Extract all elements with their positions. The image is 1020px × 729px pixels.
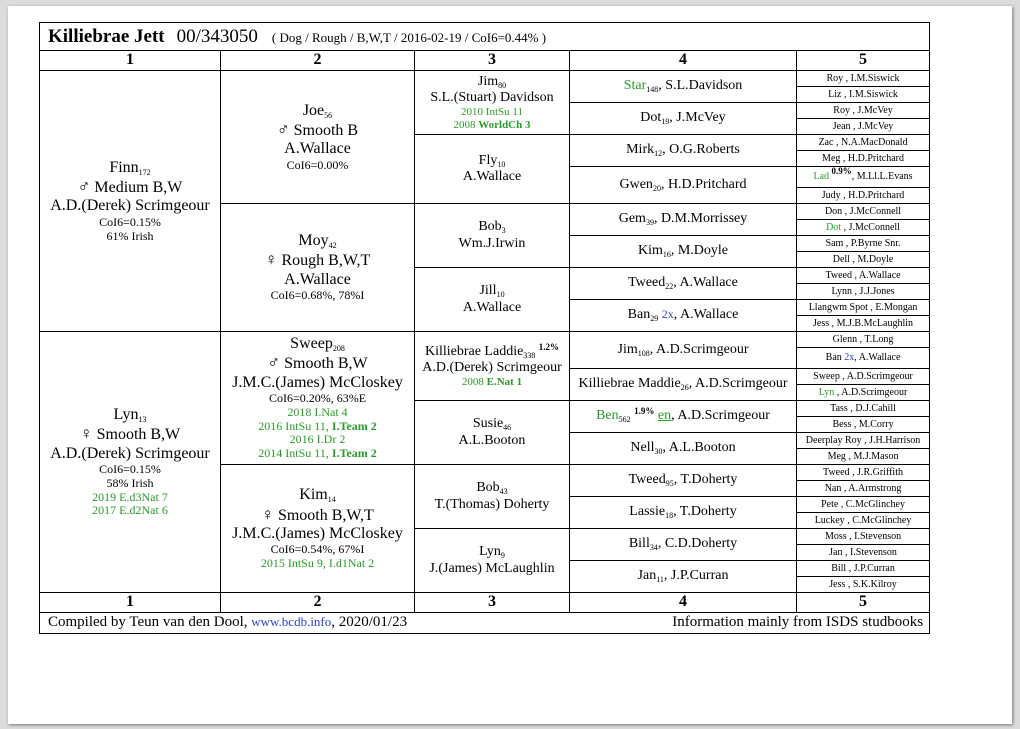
pedigree-chart xyxy=(39,22,929,634)
g4-cell-13 xyxy=(570,465,797,497)
g5-breeder: , D.J.Cahill xyxy=(847,402,896,414)
g5-name: Bill xyxy=(831,562,847,574)
ss-breeder: A.Wallace xyxy=(284,140,351,158)
pedigree-title xyxy=(40,23,930,51)
g4-name: Killiebrae Maddie xyxy=(578,376,681,392)
g5-cell-14 xyxy=(797,284,930,300)
g5-cell-29 xyxy=(797,529,930,545)
g5-cell-6 xyxy=(797,151,930,167)
sdd-name: Jill xyxy=(479,283,497,299)
dd-coi: CoI6=0.54%, 67%I xyxy=(270,542,365,557)
g5-name: Jess xyxy=(813,317,830,329)
g4-count: 20 xyxy=(652,183,661,193)
g5-cell-5 xyxy=(797,135,930,151)
dss-name: Killiebrae Laddie xyxy=(424,343,524,359)
g5-breeder: , J.McConnell xyxy=(841,221,900,233)
g5-breeder: , J.P.Curran xyxy=(846,562,895,574)
g4-breeder: , A.D.Scrimgeour xyxy=(671,408,770,424)
g5-name: Moss xyxy=(824,530,847,542)
ssd-cell xyxy=(415,135,570,204)
g4-breeder: , A.Wallace xyxy=(673,275,738,291)
g5-cell-1 xyxy=(797,71,930,87)
g5-name: Roy xyxy=(833,104,850,116)
ddd-name: Lyn xyxy=(479,544,501,560)
g5-name: Jan xyxy=(829,546,843,558)
g4-name: Ban xyxy=(627,307,651,323)
dd-count: 14 xyxy=(327,495,336,505)
g5-cell-15 xyxy=(797,300,930,316)
female-icon: ♀ xyxy=(261,504,274,524)
g5-breeder: , J.H.Harrison xyxy=(861,434,921,446)
ds-award-4-team: I.Team 2 xyxy=(331,446,377,461)
source-note: Information mainly from ISDS studbooks xyxy=(672,614,924,631)
g4-count: 16 xyxy=(662,250,671,260)
g4-breeder: , T.Doherty xyxy=(673,504,737,520)
dds-name: Bob xyxy=(476,480,500,496)
g4-count: 30 xyxy=(654,447,663,457)
dss-award-title: E.Nat 1 xyxy=(486,375,523,388)
ddd-count: 9 xyxy=(500,551,505,561)
ssd-name: Fly xyxy=(478,152,498,168)
g5-breeder: , H.D.Pritchard xyxy=(840,152,904,164)
dsd-cell xyxy=(415,401,570,465)
g5-cell-30 xyxy=(797,545,930,561)
dsd-name: Susie xyxy=(472,416,504,432)
g4-name: Star xyxy=(623,78,647,94)
g4-breeder: , S.L.Davidson xyxy=(658,78,743,94)
g5-name: Glenn xyxy=(832,333,858,345)
dds-cell xyxy=(415,465,570,529)
g5-cell-31 xyxy=(797,561,930,577)
gen-header-4: 4 xyxy=(570,51,797,71)
g4-count: 39 xyxy=(645,218,654,228)
g5-cell-26 xyxy=(797,481,930,497)
g5-cell-17 xyxy=(797,332,930,348)
g5-name: Pete xyxy=(821,498,839,510)
sire-cell xyxy=(40,71,221,332)
sss-name: Jim xyxy=(477,73,499,89)
g5-cell-11 xyxy=(797,236,930,252)
g5-cell-21 xyxy=(797,401,930,417)
g5-breeder: , M.J.Mason xyxy=(845,450,899,462)
sds-count: 3 xyxy=(501,226,506,236)
sss-award-2-year: 2008 xyxy=(453,118,479,131)
g5-breeder: , S.K.Kilroy xyxy=(845,578,897,590)
g4-name: Nell xyxy=(630,440,655,456)
gen-header-5: 5 xyxy=(797,51,930,71)
g5-breeder: , M.Corry xyxy=(851,418,894,430)
dam-count: 13 xyxy=(138,414,147,424)
dam-name: Lyn xyxy=(113,405,139,423)
dss-cell xyxy=(415,332,570,401)
g4-breeder: , A.D.Scrimgeour xyxy=(649,341,749,357)
g4-count: 562 xyxy=(618,415,631,425)
ss-coat: Smooth B xyxy=(293,121,359,139)
g4-name: Tweed xyxy=(628,275,666,291)
g5-breeder: , J.McVey xyxy=(849,104,893,116)
ds-breeder: J.M.C.(James) McCloskey xyxy=(232,373,403,391)
g5-name: Tass xyxy=(830,402,848,414)
ddd-cell xyxy=(415,529,570,593)
g4-breeder: , T.Doherty xyxy=(673,472,738,488)
ddd-breeder: J.(James) McLaughlin xyxy=(429,560,555,576)
g5-name: Dell xyxy=(832,253,850,265)
sire-coi: CoI6=0.15% xyxy=(99,214,161,229)
g5-name: Liz xyxy=(828,88,842,100)
sss-award-1: 2010 IntSu 11 xyxy=(461,105,523,118)
g4-cell-12 xyxy=(570,433,797,465)
g4-count: 148 xyxy=(646,85,659,95)
ds-coat: Smooth B,W xyxy=(284,355,368,373)
g5-name: Lad xyxy=(813,171,829,183)
dds-breeder: T.(Thomas) Doherty xyxy=(434,496,550,512)
dss-count: 338 xyxy=(523,350,536,360)
g5-breeder: , T.Long xyxy=(857,333,894,345)
dss-pct: 1.2% xyxy=(538,341,560,352)
g5-cell-23 xyxy=(797,433,930,449)
g5-name: Luckey xyxy=(814,514,845,526)
g5-breeder: , A.Armstrong xyxy=(841,482,902,494)
footer xyxy=(40,613,930,634)
sire-coat: Medium B,W xyxy=(94,179,183,196)
g5-cell-19 xyxy=(797,369,930,385)
g5-name: Dot xyxy=(826,221,842,233)
ds-award-4-event: 2014 IntSu 11, xyxy=(258,446,332,461)
g4-name: Mirk xyxy=(626,142,655,158)
g4-count: 26 xyxy=(680,383,689,393)
ds-award-4 xyxy=(221,447,414,461)
g5-breeder: , I.M.Siswick xyxy=(843,72,900,84)
female-icon: ♀ xyxy=(79,424,93,444)
compiled-date: , 2020/01/23 xyxy=(331,614,408,631)
website-link[interactable]: www.bcdb.info xyxy=(251,614,332,630)
ss-coi: CoI6=0.00% xyxy=(286,157,349,172)
ds-award-2 xyxy=(221,420,414,434)
g5-breeder: , M.Doyle xyxy=(849,253,894,265)
dam-coi: CoI6=0.15% xyxy=(99,461,161,476)
ds-award-2-event: 2016 IntSu 11, xyxy=(258,418,332,433)
g4-breeder: , J.McVey xyxy=(669,110,726,126)
g5-cell-12 xyxy=(797,252,930,268)
ds-count: 208 xyxy=(332,343,345,353)
ss-name: Joe xyxy=(302,101,325,119)
dds-count: 43 xyxy=(499,487,508,497)
sd-cell xyxy=(221,204,415,332)
dd-name: Kim xyxy=(299,486,328,504)
g4-cell-1 xyxy=(570,71,797,103)
sd-count: 42 xyxy=(328,241,337,251)
g5-breeder: , J.J.Jones xyxy=(852,285,895,297)
g4-cell-2 xyxy=(570,103,797,135)
sd-name: Moy xyxy=(298,232,329,250)
dd-cell xyxy=(221,465,415,593)
document-page xyxy=(8,6,1012,724)
g5-cell-3 xyxy=(797,103,930,119)
dss-award-1 xyxy=(415,376,569,389)
g4-count: 95 xyxy=(665,479,674,489)
g4-pct: 1.9% xyxy=(634,406,655,417)
g4-cell-16 xyxy=(570,561,797,593)
g5-name: Llangwm Spot xyxy=(808,301,868,313)
g5-multi: 2x xyxy=(844,352,855,364)
dd-breeder: J.M.C.(James) McCloskey xyxy=(232,524,403,542)
gen-footer-4: 4 xyxy=(570,593,797,613)
g5-cell-20 xyxy=(797,385,930,401)
dog-name: Killiebrae Jett xyxy=(48,25,165,47)
g4-count: 11 xyxy=(656,575,664,585)
sire-irish: 61% Irish xyxy=(106,228,154,243)
male-icon: ♂ xyxy=(276,119,290,139)
dss-award-year: 2008 xyxy=(461,375,487,388)
ds-coi: CoI6=0.20%, 63%E xyxy=(268,391,367,406)
generation-header-bottom xyxy=(40,593,930,613)
dam-award-2: 2017 E.d2Nat 6 xyxy=(92,503,168,518)
g5-breeder: , I.Stevenson xyxy=(846,530,902,542)
g4-cell-10 xyxy=(570,369,797,401)
ssd-breeder: A.Wallace xyxy=(462,169,522,184)
sd-coi: CoI6=0.68%, 78%I xyxy=(270,288,365,303)
g5-name: Lyn xyxy=(818,386,835,398)
ds-cell xyxy=(221,332,415,465)
dog-info: ( Dog / Rough / B,W,T / 2016-02-19 / CoI6=0.44% ) xyxy=(271,29,547,45)
ds-name: Sweep xyxy=(290,334,333,352)
compiled-by xyxy=(40,614,407,631)
g5-name: Jess xyxy=(829,578,846,590)
sdd-count: 10 xyxy=(496,290,505,300)
gen-header-3: 3 xyxy=(415,51,570,71)
male-icon: ♂ xyxy=(77,177,91,196)
g4-cell-5 xyxy=(570,204,797,236)
g4-name: Jim xyxy=(617,341,638,357)
sire-name: Finn xyxy=(109,158,139,176)
dam-irish: 58% Irish xyxy=(106,475,154,490)
g5-name: Ban xyxy=(825,352,842,364)
g5-name: Zac xyxy=(818,136,834,148)
g4-cell-8 xyxy=(570,300,797,332)
ss-cell xyxy=(221,71,415,204)
ds-award-1: 2018 I.Nat 4 xyxy=(287,404,348,419)
dd-coat: Smooth B,W,T xyxy=(277,506,374,524)
g4-count: 18 xyxy=(665,511,674,521)
g5-cell-25 xyxy=(797,465,930,481)
g4-breeder: , H.D.Pritchard xyxy=(660,176,747,192)
gen-header-1: 1 xyxy=(40,51,221,71)
g5-breeder: , M.J.B.McLaughlin xyxy=(829,317,914,329)
g4-multi: 2x xyxy=(661,307,674,322)
sire-breeder: A.D.(Derek) Scrimgeour xyxy=(50,197,210,215)
gen-footer-1: 1 xyxy=(40,593,221,613)
g5-name: Jean xyxy=(832,120,851,132)
male-icon: ♂ xyxy=(267,353,281,373)
g4-count: 22 xyxy=(665,282,674,292)
g4-name: Gwen xyxy=(619,176,653,192)
sss-count: 80 xyxy=(498,80,507,90)
g5-breeder: , I.Stevenson xyxy=(842,546,897,558)
g5-name: Judy xyxy=(821,189,841,201)
g5-breeder: , C.McGlinchey xyxy=(844,514,912,526)
g4-name: Kim xyxy=(637,243,663,259)
g4-cell-3 xyxy=(570,135,797,167)
generation-header-top xyxy=(40,51,930,71)
g5-breeder: , J.McVey xyxy=(850,120,894,132)
g4-name: Ben xyxy=(596,408,619,424)
ds-award-2-team: I.Team 2 xyxy=(331,418,377,433)
compiled-text: Compiled by Teun van den Dool, xyxy=(48,614,252,631)
g5-name: Lynn xyxy=(831,285,853,297)
sss-breeder: S.L.(Stuart) Davidson xyxy=(430,89,554,105)
sss-award-2-title: WorldCh 3 xyxy=(478,118,531,131)
g4-name: Jan xyxy=(637,568,657,584)
g4-breeder: , A.D.Scrimgeour xyxy=(688,376,788,392)
ds-award-3: 2016 I.Dr 2 xyxy=(289,432,346,447)
pedigree-table xyxy=(39,22,930,634)
g5-breeder: , P.Byrne Snr. xyxy=(843,237,901,249)
sdd-cell xyxy=(415,268,570,332)
g4-name: Gem xyxy=(618,211,646,227)
ss-count: 56 xyxy=(324,110,333,120)
g4-breeder: , A.L.Booton xyxy=(662,440,736,456)
sss-cell xyxy=(415,71,570,135)
gen-footer-5: 5 xyxy=(797,593,930,613)
g5-cell-27 xyxy=(797,497,930,513)
g4-cell-9 xyxy=(570,332,797,369)
g5-name: Tweed xyxy=(825,269,852,281)
sds-cell xyxy=(415,204,570,268)
g5-cell-7 xyxy=(797,167,930,188)
g5-name: Meg xyxy=(822,152,841,164)
g5-pct: 0.9% xyxy=(831,166,852,177)
sdd-breeder: A.Wallace xyxy=(462,299,522,315)
gen-footer-2: 2 xyxy=(221,593,415,613)
g5-name: Sam xyxy=(825,237,844,249)
g5-breeder: , I.M.Siswick xyxy=(841,88,898,100)
g4-name: Bill xyxy=(628,536,650,552)
g5-cell-28 xyxy=(797,513,930,529)
en-link[interactable]: en xyxy=(657,408,672,424)
g5-name: Sweep xyxy=(813,370,840,382)
g4-breeder: , C.D.Doherty xyxy=(657,536,738,552)
dsd-breeder: A.L.Booton xyxy=(458,432,526,448)
g5-cell-24 xyxy=(797,449,930,465)
g4-count: 12 xyxy=(654,149,663,159)
dam-breeder: A.D.(Derek) Scrimgeour xyxy=(50,444,210,462)
gen-header-2: 2 xyxy=(221,51,415,71)
g4-cell-4 xyxy=(570,167,797,204)
g5-cell-2 xyxy=(797,87,930,103)
g5-cell-8 xyxy=(797,188,930,204)
g4-cell-14 xyxy=(570,497,797,529)
g4-breeder: , D.M.Morrissey xyxy=(653,211,748,227)
g5-name: Nan xyxy=(824,482,842,494)
g5-cell-4 xyxy=(797,119,930,135)
g5-name: Deerplay Roy xyxy=(805,434,862,446)
g5-name: Tweed xyxy=(823,466,850,478)
g4-cell-7 xyxy=(570,268,797,300)
female-icon: ♀ xyxy=(264,250,278,270)
g5-cell-32 xyxy=(797,577,930,593)
dam-cell xyxy=(40,332,221,593)
g5-breeder: , E.Mongan xyxy=(867,301,918,313)
g5-breeder: , H.D.Pritchard xyxy=(840,189,905,201)
g5-breeder: , A.D.Scrimgeour xyxy=(834,386,908,398)
sds-breeder: Wm.J.Irwin xyxy=(458,235,526,251)
sds-name: Bob xyxy=(478,219,502,235)
g4-name: Lassie xyxy=(629,504,666,520)
dam-coat: Smooth B,W xyxy=(96,426,181,444)
g5-name: Don xyxy=(824,205,843,217)
g4-breeder: , O.G.Roberts xyxy=(662,142,740,158)
sire-count: 172 xyxy=(138,167,151,177)
g4-breeder: , J.P.Curran xyxy=(663,568,729,584)
g5-breeder: , A.D.Scrimgeour xyxy=(839,370,913,382)
g5-cell-16 xyxy=(797,316,930,332)
g5-breeder: , J.McConnell xyxy=(842,205,902,217)
g4-count: 29 xyxy=(650,314,659,324)
g5-name: Bess xyxy=(832,418,852,430)
g4-cell-11 xyxy=(570,401,797,433)
gen-footer-3: 3 xyxy=(415,593,570,613)
g4-cell-15 xyxy=(570,529,797,561)
g5-cell-13 xyxy=(797,268,930,284)
g4-name: Tweed xyxy=(628,472,666,488)
g5-cell-18 xyxy=(797,348,930,369)
g5-cell-22 xyxy=(797,417,930,433)
g4-cell-6 xyxy=(570,236,797,268)
g4-name: Dot xyxy=(640,110,662,126)
g5-breeder: , N.A.MacDonald xyxy=(833,136,908,148)
g4-breeder: , A.Wallace xyxy=(673,307,739,323)
g4-count: 19 xyxy=(661,117,670,127)
g5-breeder: , A.Wallace xyxy=(851,269,901,281)
g5-breeder: , A.Wallace xyxy=(854,352,901,364)
g4-count: 108 xyxy=(637,348,650,358)
sd-breeder: A.Wallace xyxy=(284,270,351,288)
g5-cell-10 xyxy=(797,220,930,236)
g5-breeder: , J.R.Griffith xyxy=(849,466,903,478)
g5-breeder: , M.Ll.L.Evans xyxy=(851,171,913,183)
dam-award-1: 2019 E.d3Nat 7 xyxy=(92,489,168,504)
g4-count: 34 xyxy=(649,543,658,553)
registration-number: 00/343050 xyxy=(176,25,258,47)
g5-name: Meg xyxy=(827,450,846,462)
sss-award-2 xyxy=(415,119,569,132)
g5-breeder: , C.McGlinchey xyxy=(838,498,905,510)
g5-name: Roy xyxy=(826,72,844,84)
dss-breeder: A.D.(Derek) Scrimgeour xyxy=(422,359,562,375)
g4-breeder: , M.Doyle xyxy=(670,243,729,259)
dsd-count: 46 xyxy=(503,423,512,433)
sd-coat: Rough B,W,T xyxy=(281,252,371,270)
g5-cell-9 xyxy=(797,204,930,220)
ssd-count: 10 xyxy=(497,159,506,169)
dd-award-1: 2015 IntSu 9, I.d1Nat 2 xyxy=(260,556,375,571)
